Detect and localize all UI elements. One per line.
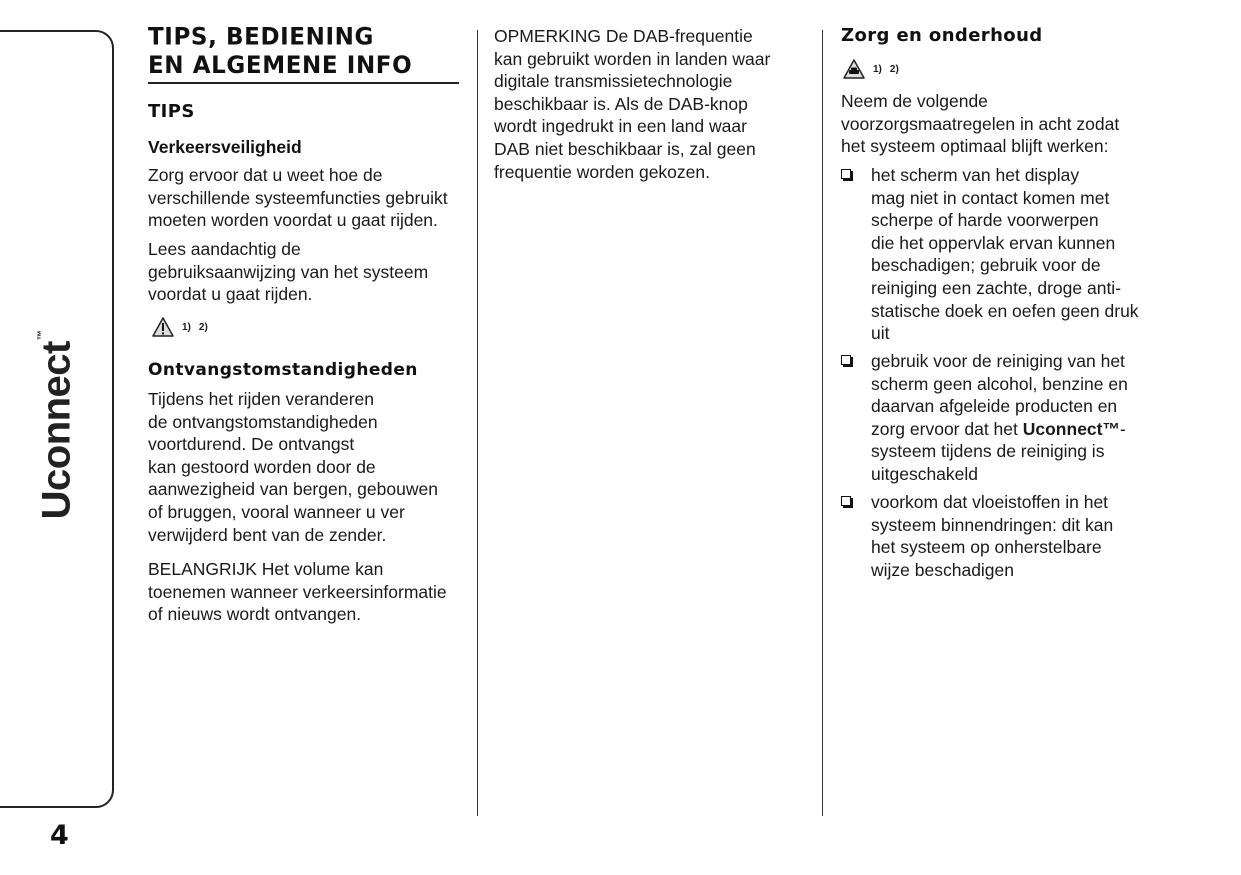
checkbox-bullet-icon (841, 169, 851, 179)
text-line: OPMERKING De DAB-frequentie (494, 26, 753, 46)
bullet-text-lines (871, 440, 1128, 485)
text-line: reiniging een zachte, droge anti- (871, 277, 1122, 298)
bullet-text (871, 164, 1139, 345)
bullet-item (841, 350, 1128, 486)
text-line: systeem tijdens de reiniging is (871, 441, 1105, 462)
text-line: frequentie worden gekozen. (494, 161, 710, 182)
text-line: Lees aandachtig de (148, 239, 301, 259)
text-span: zorg ervoor dat het (871, 418, 1023, 439)
text-line: digitale transmissietechnologie (494, 71, 733, 92)
care-heading: Zorg en onderhoud (841, 25, 1043, 46)
text-line: voorkom dat vloeistoffen in het (871, 492, 1109, 512)
text-line: voortdurend. De ontvangst (148, 434, 355, 455)
text-line: systeem binnendringen: dit kan (871, 514, 1114, 535)
text-line: moeten worden voordat u gaat rijden. (148, 210, 438, 231)
warning-triangle-icon (152, 316, 174, 338)
side-tab-title (35, 331, 80, 520)
text-line (871, 418, 1128, 441)
text-line: of nieuws wordt ontvangen. (148, 604, 362, 625)
section-title (148, 24, 412, 81)
reference-2: 2) (889, 63, 899, 75)
bullet-item (841, 164, 1139, 345)
text-line: wordt ingedrukt in een land waar (494, 116, 747, 137)
car-warning-icon (843, 58, 865, 80)
reference-2: 2) (198, 321, 208, 333)
text-line: die het oppervlak ervan kunnen (871, 232, 1116, 253)
text-line: DAB niet beschikbaar is, zal geen (494, 138, 756, 159)
page-number: 4 (50, 820, 69, 851)
title-line: EN ALGEMENE INFO (148, 52, 413, 80)
side-tab-label: Uconnect (34, 341, 79, 520)
text-line: BELANGRIJK Het volume kan (148, 559, 384, 579)
text-line: gebruiksaanwijzing van het systeem (148, 261, 429, 282)
reception-heading: Ontvangstomstandigheden (148, 360, 418, 380)
care-reference (843, 58, 899, 80)
text-line: of bruggen, vooral wanneer u ver (148, 501, 405, 522)
safety-paragraph-2 (148, 238, 428, 306)
text-span: - (1119, 418, 1126, 439)
title-rule (148, 82, 459, 84)
text-line: uit (871, 323, 890, 344)
text-line: statische doek en oefen geen druk (871, 300, 1139, 321)
bullet-text (871, 350, 1128, 486)
text-line: verschillende systeemfuncties gebruikt (148, 187, 448, 208)
text-line: wijze beschadigen (871, 559, 1015, 580)
column-divider (477, 30, 478, 816)
title-line: TIPS, BEDIENING (148, 23, 374, 51)
text-line: toenemen wanneer verkeersinformatie (148, 581, 447, 602)
safety-paragraph-1 (148, 164, 448, 232)
bullet-text (871, 491, 1113, 581)
text-line: verwijderd bent van de zender. (148, 524, 387, 545)
text-line: kan gebruikt worden in landen waar (494, 48, 771, 69)
text-line: daarvan afgeleide producten en (871, 396, 1118, 417)
text-line: scherpe of harde voorwerpen (871, 210, 1099, 231)
text-line: Neem de volgende (841, 91, 988, 111)
care-intro (841, 90, 1119, 158)
text-line: gebruik voor de reiniging van het (871, 351, 1125, 371)
trademark: ™ (36, 330, 48, 341)
text-line: de ontvangstomstandigheden (148, 411, 378, 432)
bullet-item (841, 491, 1113, 581)
text-line: Tijdens het rijden veranderen (148, 389, 375, 409)
text-line: uitgeschakeld (871, 463, 979, 484)
tips-heading: TIPS (148, 101, 195, 122)
text-line: het scherm van het display (871, 165, 1080, 185)
text-line: het systeem op onherstelbare (871, 537, 1102, 558)
text-line: beschikbaar is. Als de DAB-knop (494, 93, 748, 114)
checkbox-bullet-icon (841, 355, 851, 365)
reference-1: 1) (182, 321, 191, 333)
reception-paragraph-2 (148, 558, 447, 626)
safety-heading: Verkeersveiligheid (148, 137, 302, 157)
warning-reference (152, 316, 208, 338)
text-line: scherm geen alcohol, benzine en (871, 373, 1128, 394)
dab-note (494, 25, 770, 183)
text-line: kan gestoord worden door de (148, 456, 376, 477)
brand-name: Uconnect™ (1022, 418, 1120, 439)
text-line: Zorg ervoor dat u weet hoe de (148, 165, 383, 185)
text-line: het systeem optimaal blijft werken: (841, 136, 1109, 157)
text-line: voordat u gaat rijden. (148, 284, 313, 305)
bullet-text-lines (871, 350, 1128, 418)
text-line: mag niet in contact komen met (871, 187, 1110, 208)
column-divider (822, 30, 823, 816)
reception-paragraph-1 (148, 388, 438, 546)
text-line: aanwezigheid van bergen, gebouwen (148, 479, 438, 500)
checkbox-bullet-icon (841, 496, 851, 506)
reference-1: 1) (873, 63, 882, 75)
text-line: beschadigen; gebruik voor de (871, 255, 1101, 276)
text-line: voorzorgsmaatregelen in acht zodat (841, 113, 1120, 134)
